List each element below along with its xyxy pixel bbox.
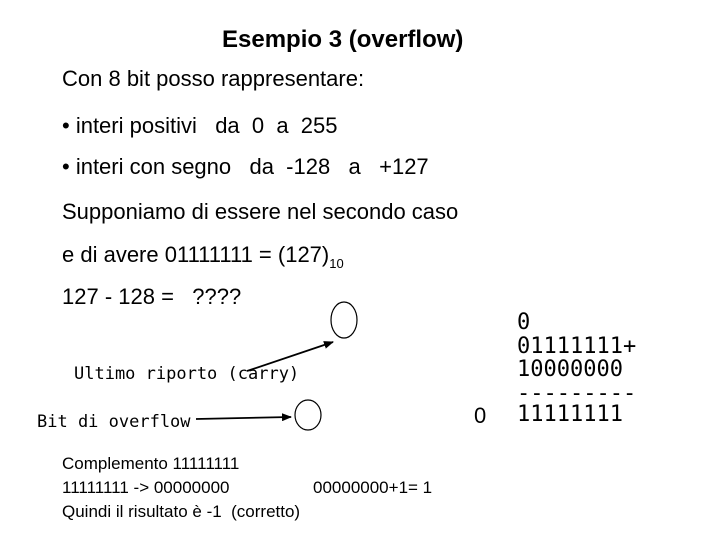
overflow-circle [295,400,321,430]
operand-2: 10000000 [517,357,623,382]
value-statement-base: 10 [329,256,344,271]
slide-title: Esempio 3 (overflow) [222,26,464,53]
bullet-positive-range: • interi positivi da 0 a 255 [62,113,338,138]
footer-line-1: Complemento 11111111 [62,454,240,473]
subtraction-question: 127 - 128 = ???? [62,284,242,309]
assumption-text: Supponiamo di essere nel secondo caso [62,199,459,224]
carry-label: Ultimo riporto (carry) [74,364,300,384]
footer-line-2-left: 11111111 -> 00000000 [62,478,230,497]
overflow-label: Bit di overflow [37,412,191,432]
value-statement-main: e di avere 01111111 = (127) [62,242,330,267]
overflow-arrow [196,417,291,419]
operand-1: 01111111+ [517,334,637,359]
carry-circle [331,302,357,338]
overflow-digit: 0 [474,403,487,428]
sum-result: 11111111 [517,402,623,427]
bullet-signed-range: • interi con segno da -128 a +127 [62,154,429,179]
footer-line-3: Quindi il risultato è -1 (corretto) [62,502,301,521]
intro-text: Con 8 bit posso rappresentare: [62,66,365,91]
carry-arrow [247,342,333,371]
sum-separator: --------- [517,381,637,406]
footer-line-2-right: 00000000+1= 1 [313,478,433,497]
carry-digit: 0 [517,310,531,335]
